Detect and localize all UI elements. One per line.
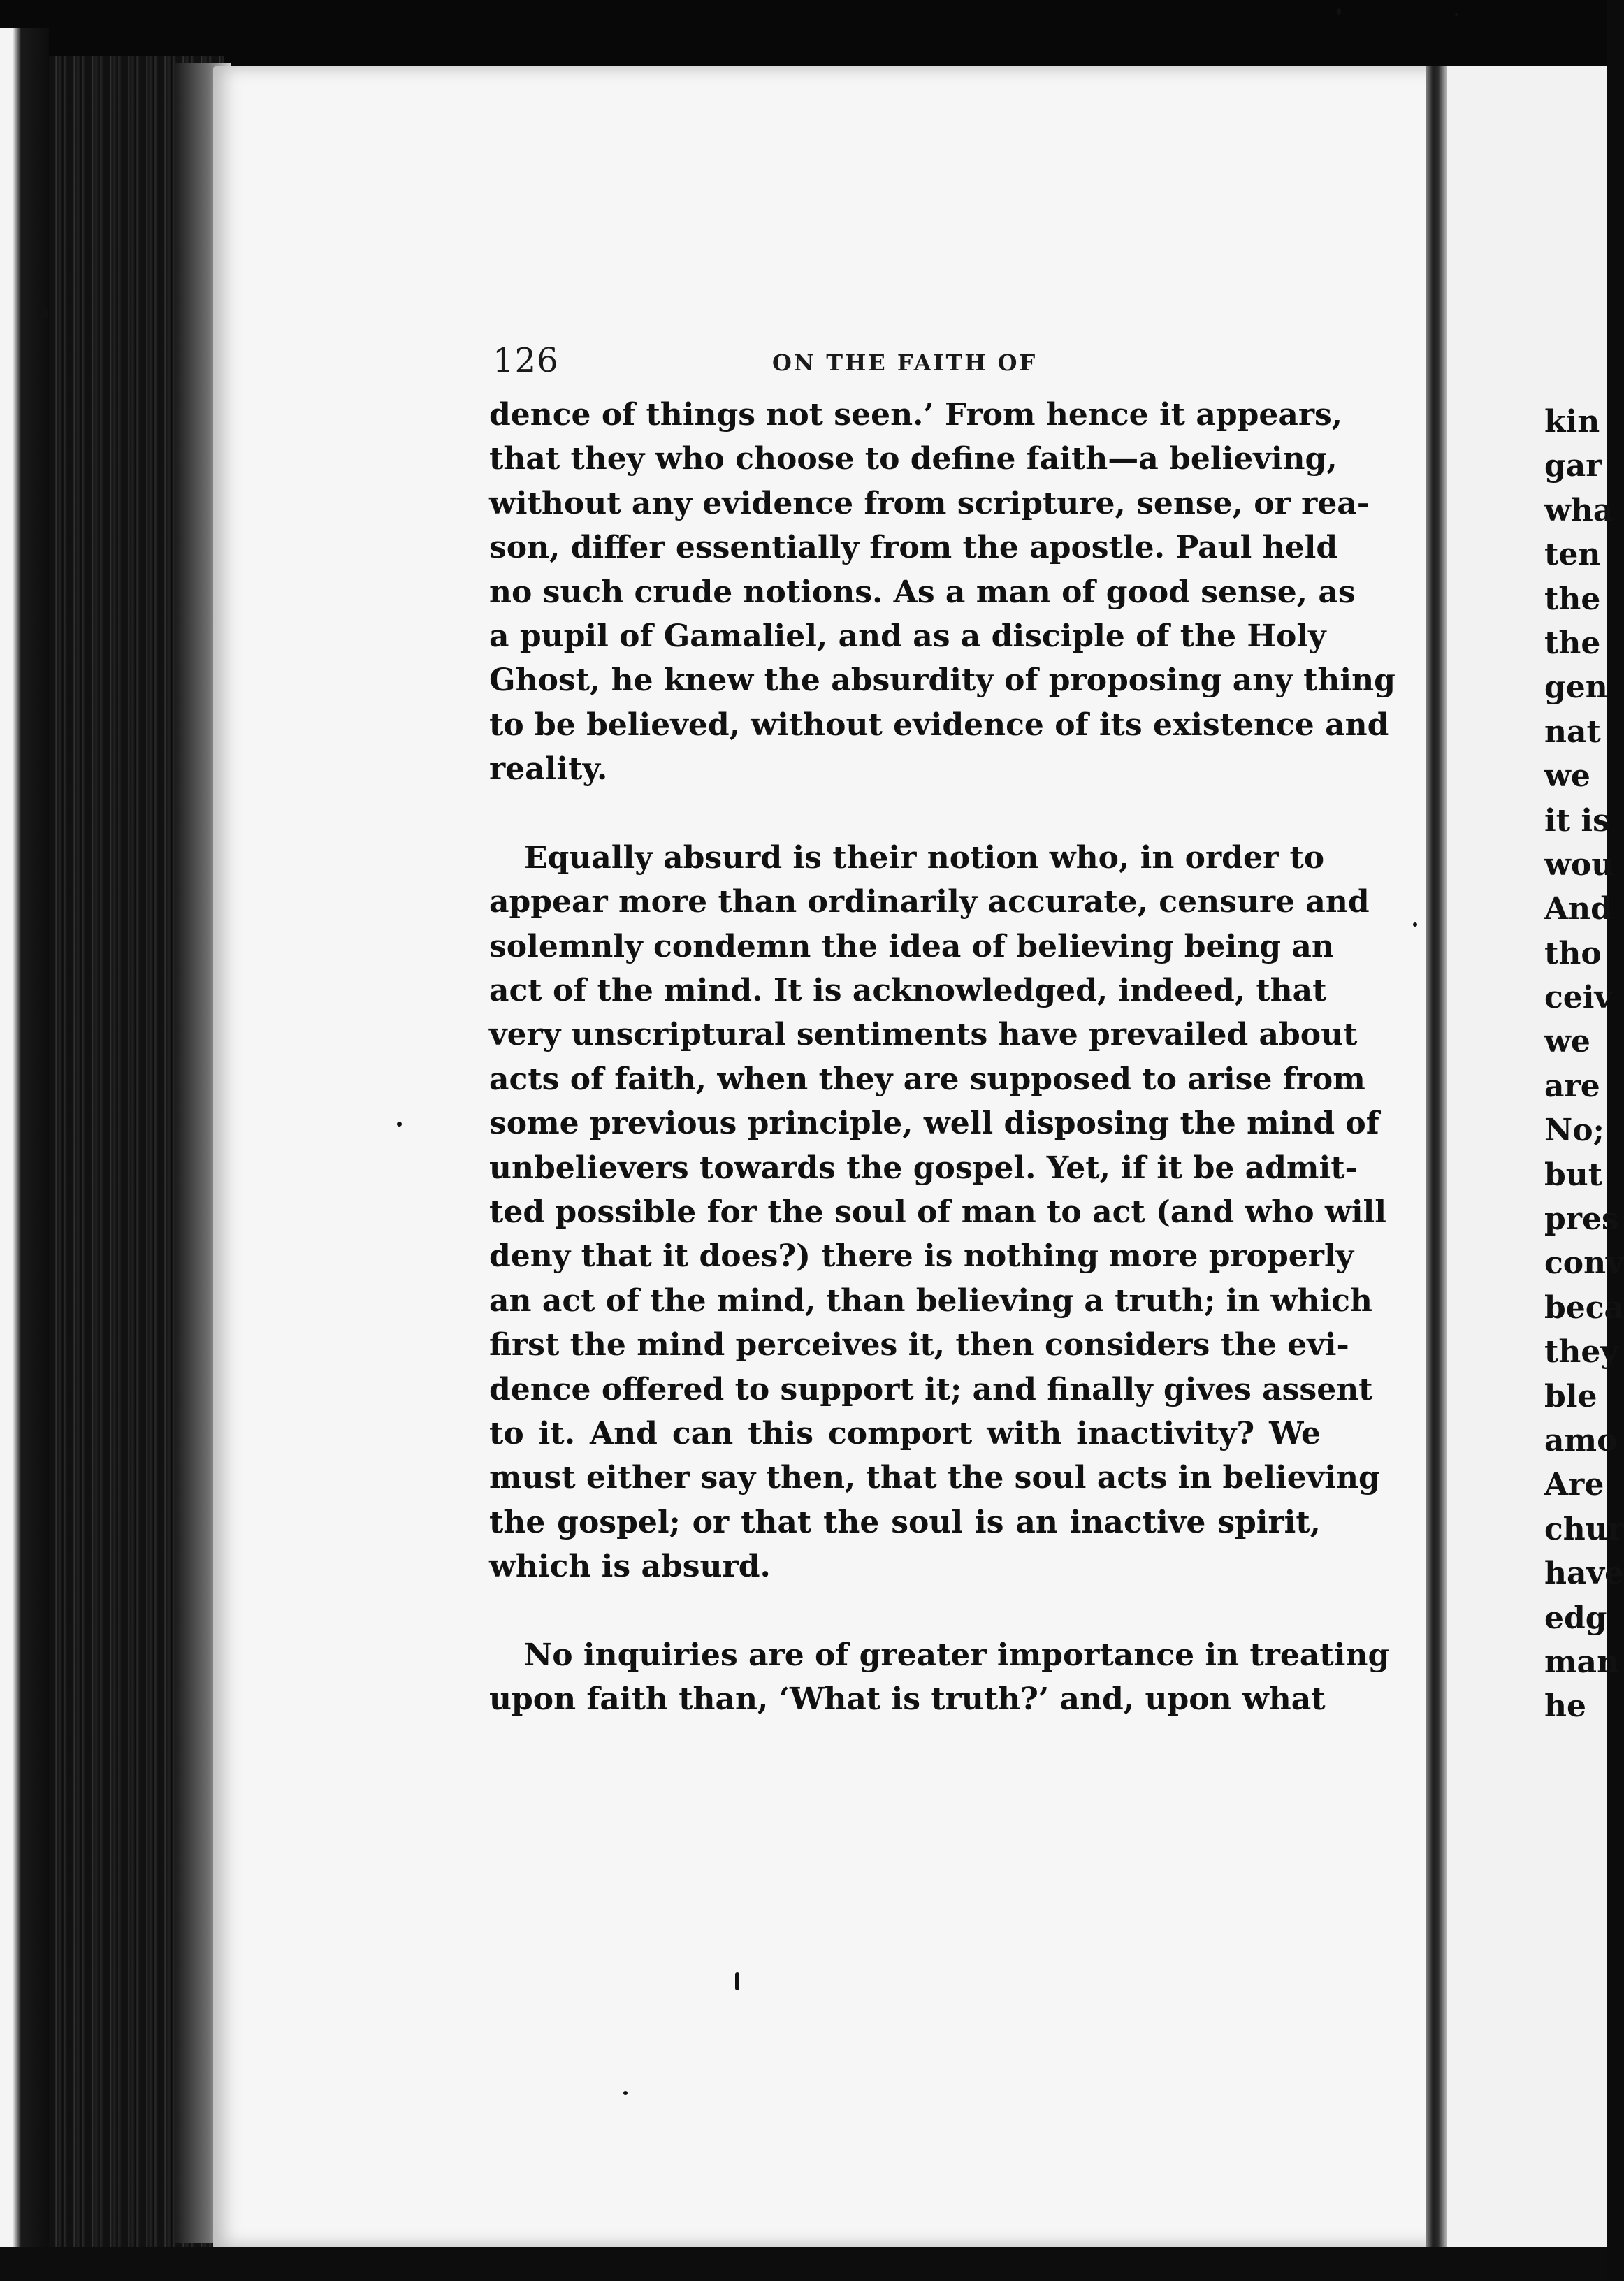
facing-page-line-fragment: have	[1544, 1556, 1624, 1592]
facing-page-line-fragment: kin	[1544, 404, 1600, 440]
facing-page-line-fragment: pres	[1544, 1201, 1619, 1238]
text-line: act of the mind. It is acknowledged, indeed, that	[489, 973, 1327, 1009]
text-line: must either say then, that the soul acts in believing	[489, 1460, 1380, 1496]
facing-page-line-fragment: we	[1544, 1024, 1590, 1060]
facing-page-line-fragment: the	[1544, 625, 1601, 661]
text-line: unbelievers towards the gospel. Yet, if it be admit-	[489, 1150, 1358, 1186]
text-line: son, differ essentially from the apostle. Paul held	[489, 530, 1338, 566]
text-line: ted possible for the soul of man to act (and who will	[489, 1194, 1386, 1231]
text-line: dence of things not seen.’ From hence it appears,	[489, 397, 1343, 433]
page-number: 126	[493, 341, 559, 380]
text-line: to be believed, without evidence of its existence and	[489, 707, 1389, 743]
scan-speck	[1413, 922, 1417, 927]
page-body-text	[489, 393, 1395, 1722]
text-line: that they who choose to define faith—a believing,	[489, 441, 1337, 477]
scan-speck	[735, 1972, 739, 1990]
facing-page-line-fragment: are	[1544, 1068, 1600, 1104]
scan-speck	[38, 307, 48, 320]
facing-page-line-fragment: gar	[1544, 448, 1602, 484]
scan-speck	[1455, 13, 1458, 16]
text-line: Ghost, he knew the absurdity of proposing any thing	[489, 662, 1395, 699]
facing-page-line-fragment: beca	[1544, 1289, 1624, 1326]
scan-speck	[397, 1122, 402, 1127]
facing-page-line-fragment: edg	[1544, 1600, 1607, 1636]
scan-speck	[1337, 8, 1341, 15]
facing-page-line-fragment: it is	[1544, 802, 1610, 839]
facing-page-line-fragment: No;	[1544, 1113, 1604, 1149]
facing-page-line-fragment: but	[1544, 1157, 1603, 1193]
text-line: an act of the mind, than believing a truth; in which	[489, 1282, 1372, 1319]
facing-page-line-fragment: nat	[1544, 714, 1601, 750]
text-line: Equally absurd is their notion who, in order to	[524, 839, 1325, 876]
text-line: upon faith than, ‘What is truth?’ and, upon what	[489, 1681, 1326, 1718]
text-line: first the mind perceives it, then considers the evi-	[489, 1327, 1349, 1363]
facing-page-line-fragment: the	[1544, 581, 1601, 617]
facing-page-line-fragment: wou	[1544, 846, 1614, 883]
text-line: some previous principle, well disposing the mind of	[489, 1106, 1379, 1142]
facing-page-line-fragment: wha	[1544, 492, 1614, 528]
text-line: reality.	[489, 751, 608, 788]
text-line: appear more than ordinarily accurate, censure and	[489, 884, 1370, 920]
paragraph-gap	[489, 1589, 1321, 1633]
text-line: acts of faith, when they are supposed to arise from	[489, 1061, 1365, 1097]
facing-page-line-fragment: And	[1544, 891, 1612, 927]
text-line: a pupil of Gamaliel, and as a disciple of the Holy	[489, 618, 1326, 654]
scan-left-edge	[0, 28, 49, 2281]
facing-page-line-fragment: amo	[1544, 1422, 1618, 1458]
facing-page-line-fragment: tho	[1544, 935, 1602, 971]
text-line: very unscriptural sentiments have prevailed about	[489, 1017, 1358, 1053]
book-gutter	[1426, 66, 1447, 2281]
scan-bottom-border	[0, 2247, 1607, 2281]
facing-page-line-fragment: ceiv	[1544, 980, 1613, 1016]
facing-page-line-fragment: he	[1544, 1688, 1586, 1725]
facing-page-line-fragment: chur	[1544, 1511, 1624, 1547]
facing-page-line-fragment: man	[1544, 1644, 1620, 1680]
running-head	[493, 341, 1324, 390]
scan-top-border	[0, 0, 1607, 66]
facing-page-line-fragment: gen	[1544, 669, 1608, 706]
facing-page-line-fragment: we	[1544, 758, 1590, 795]
text-line: deny that it does?) there is nothing more properly	[489, 1238, 1354, 1275]
text-line: solemnly condemn the idea of believing being an	[489, 928, 1334, 964]
facing-page-line-fragment: ten	[1544, 537, 1601, 573]
text-line: without any evidence from scripture, sense, or rea-	[489, 485, 1370, 521]
text-line: no such crude notions. As a man of good sense, as	[489, 574, 1356, 610]
scan-speck	[623, 2091, 628, 2095]
facing-page-line-fragment: conv	[1544, 1245, 1624, 1282]
facing-page-text	[1544, 400, 1624, 1729]
text-line: dence offered to support it; and finally gives assent	[489, 1371, 1373, 1407]
facing-page-line-fragment: ble	[1544, 1378, 1597, 1414]
text-line: the gospel; or that the soul is an inactive spirit,	[489, 1504, 1321, 1540]
text-line: No inquiries are of greater importance in treating	[524, 1637, 1390, 1673]
text-line: to it. And can this comport with inactivity? We	[489, 1415, 1321, 1451]
facing-page-line-fragment: they	[1544, 1334, 1618, 1370]
facing-page-line-fragment: Are	[1544, 1467, 1604, 1503]
running-title: ON THE FAITH OF	[772, 349, 1038, 376]
paragraph-gap	[489, 792, 1321, 836]
text-line: which is absurd.	[489, 1549, 771, 1585]
